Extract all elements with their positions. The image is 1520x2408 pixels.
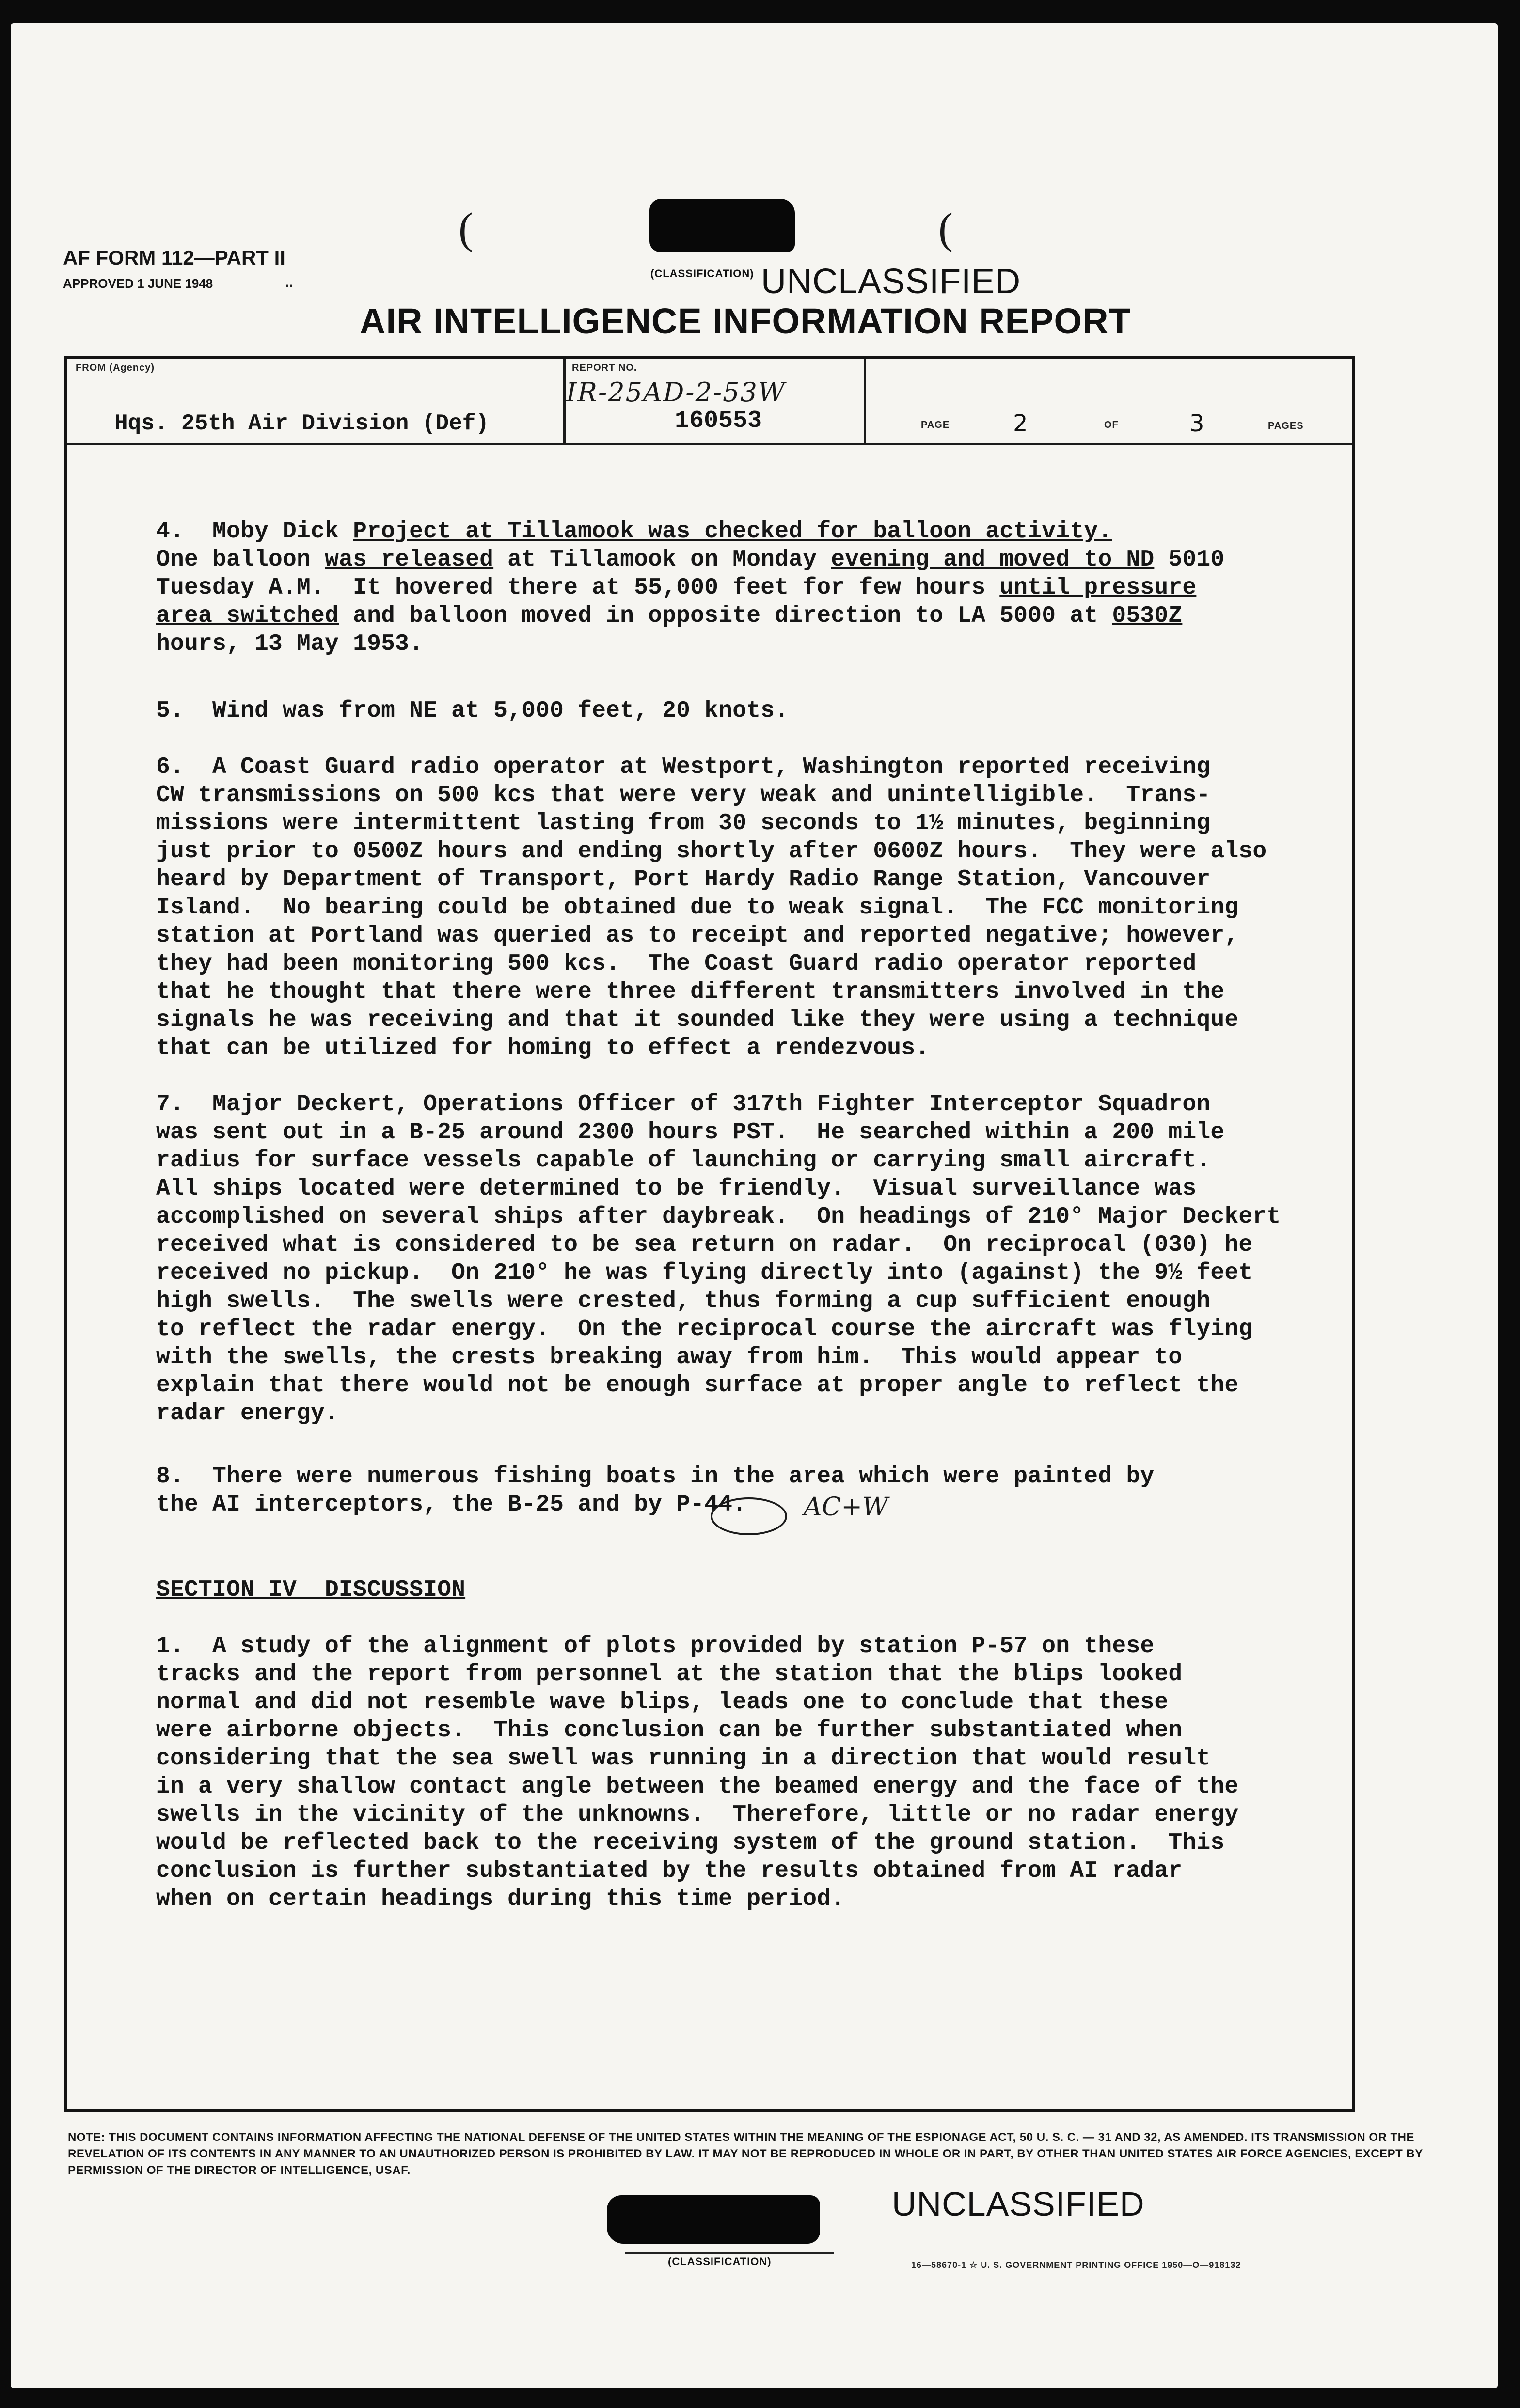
paragraph-4-text: hours, 13 May 1953.	[156, 631, 424, 657]
paragraph-4-text: 5010 Tuesday A.M. It hovered there at 55,000 feet for few hours	[156, 547, 1225, 601]
header-divider	[67, 443, 1352, 445]
paragraph-4-underlined: 0530Z	[1112, 603, 1183, 629]
report-number: 160553	[675, 407, 762, 435]
paragraph-4-underlined: until pressure area switched	[156, 575, 1197, 629]
paragraph-4-text: One balloon	[156, 547, 325, 573]
paragraph-4-underlined: Project at Tillamook was checked for balloon activity.	[353, 519, 1112, 545]
classification-label-top: (CLASSIFICATION)	[650, 268, 754, 280]
page-label: PAGE	[921, 420, 950, 430]
printing-office-imprint: 16—58670-1 ☆ U. S. GOVERNMENT PRINTING OFFICE 1950—O—918132	[911, 2260, 1241, 2270]
form-id: AF FORM 112—PART II	[63, 246, 285, 269]
section-paragraph-1: 1. A study of the alignment of plots provided by station P-57 on these tracks and the report from personnel at the station that the blips looked normal and did not resemble wave blips, leads one to conclude that these were airborne objects. This conclusion can be further substantiated when considering that the sea swell was running in a direction that would result in a very shallow contact angle between the beamed energy and the face of the swells in the vicinity of the unknowns. Therefore, little or no radar energy would be reflected back to the receiving system of the ground station. This conclusion is further substantiated by the results obtained from AI radar when on certain headings during this time period.	[156, 1633, 1239, 1912]
redaction-mark-top	[649, 199, 795, 252]
from-agency: Hqs. 25th Air Division (Def)	[114, 411, 489, 436]
paragraph-8: 8. There were numerous fishing boats in the area which were painted by the AI interceptors, the B-25 and by P-44.	[156, 1464, 1155, 1518]
classification-label-bottom: (CLASSIFICATION)	[668, 2255, 772, 2267]
classification-underline	[625, 2252, 834, 2254]
espionage-act-notice: NOTE: THIS DOCUMENT CONTAINS INFORMATION AFFECTING THE NATIONAL DEFENSE OF THE UNITED STATES WITHIN THE MEANING OF THE ESPIONAGE ACT, 50 U. S. C. — 31 AND 32, AS AMENDED. ITS TRANSMISSION OR THE REVELATION OF ITS CONTENTS IN ANY MANNER TO AN UNAUTHORIZED PERSON IS PROHIBITED BY LAW. IT MAY NOT BE REPRODUCED IN WHOLE OR IN PART, BY OTHER THAN UNITED STATES AIR FORCE AGENCIES, EXCEPT BY PERMISSION OF THE DIRECTOR OF INTELLIGENCE, USAF.	[68, 2131, 1423, 2177]
paragraph-4-text: 4. Moby Dick	[156, 519, 353, 545]
paragraph-4-text: at Tillamook on Monday	[493, 547, 831, 573]
header-column-divider	[864, 359, 866, 445]
handwritten-circle	[711, 1497, 787, 1535]
paragraph-5: 5. Wind was from NE at 5,000 feet, 20 knots.	[156, 698, 789, 724]
paragraph-4-underlined: was released	[325, 547, 494, 573]
classification-stamp-bottom: UNCLASSIFIED	[892, 2185, 1145, 2223]
approval-date: APPROVED 1 JUNE 1948	[63, 276, 213, 291]
report-no-handwritten: IR-25AD-2-53W	[566, 377, 786, 408]
of-label: OF	[1104, 420, 1119, 430]
report-no-label: REPORT NO.	[572, 362, 637, 373]
paragraph-4-underlined: evening and moved to ND	[831, 547, 1155, 573]
from-label: FROM (Agency)	[76, 362, 155, 373]
total-pages: 3	[1189, 410, 1204, 437]
handwritten-annotation: AC+W	[804, 1493, 888, 1522]
header-column-divider	[563, 359, 566, 445]
report-title: AIR INTELLIGENCE INFORMATION REPORT	[360, 301, 1131, 341]
classification-stamp-top: UNCLASSIFIED	[761, 262, 1021, 301]
paragraph-7: 7. Major Deckert, Operations Officer of 317th Fighter Interceptor Squadron was sent out in a B-25 around 2300 hours PST. He searched within a 200 mile radius for surface vessels capable of launching or carrying small aircraft. All ships located were determined to be friendly. Visual surveillance was accomplished on several ships after daybreak. On headings of 210° Major Deckert received what is considered to be sea return on radar. On reciprocal (030) he received no pickup. On 210° he was flying directly into (against) the 9½ feet high swells. The swells were crested, thus forming a cup sufficient enough to reflect the radar energy. On the reciprocal course the aircraft was flying with the swells, the crests breaking away from him. This would appear to explain that there would not be enough surface at proper angle to reflect the radar energy.	[156, 1091, 1281, 1427]
paragraph-6: 6. A Coast Guard radio operator at Westport, Washington reported receiving CW transmissions on 500 kcs that were very weak and unintelligible. Trans- missions were intermittent lasting from 30 seconds to 1½ minutes, beginning just prior to 0500Z hours and ending shortly after 0600Z hours. They were also heard by Department of Transport, Port Hardy Radio Range Station, Vancouver Island. No bearing could be obtained due to weak signal. The FCC monitoring station at Portland was queried as to receipt and reported negative; however, they had been monitoring 500 kcs. The Coast Guard radio operator reported that he thought that there were three different transmitters involved in the signals he was receiving and that it sounded like they were using a technique that can be utilized for homing to effect a rendezvous.	[156, 754, 1267, 1061]
paragraph-4	[156, 518, 1224, 658]
stray-mark: ..	[285, 274, 293, 290]
section-heading: SECTION IV DISCUSSION	[156, 1577, 466, 1603]
classification-paren-right: (	[938, 205, 953, 252]
pages-label: PAGES	[1268, 421, 1304, 431]
page-number: 2	[1013, 410, 1028, 437]
paragraph-4-text: and balloon moved in opposite direction to LA 5000 at	[339, 603, 1112, 629]
classification-paren-left: (	[459, 205, 473, 252]
redaction-mark-bottom	[607, 2195, 820, 2244]
